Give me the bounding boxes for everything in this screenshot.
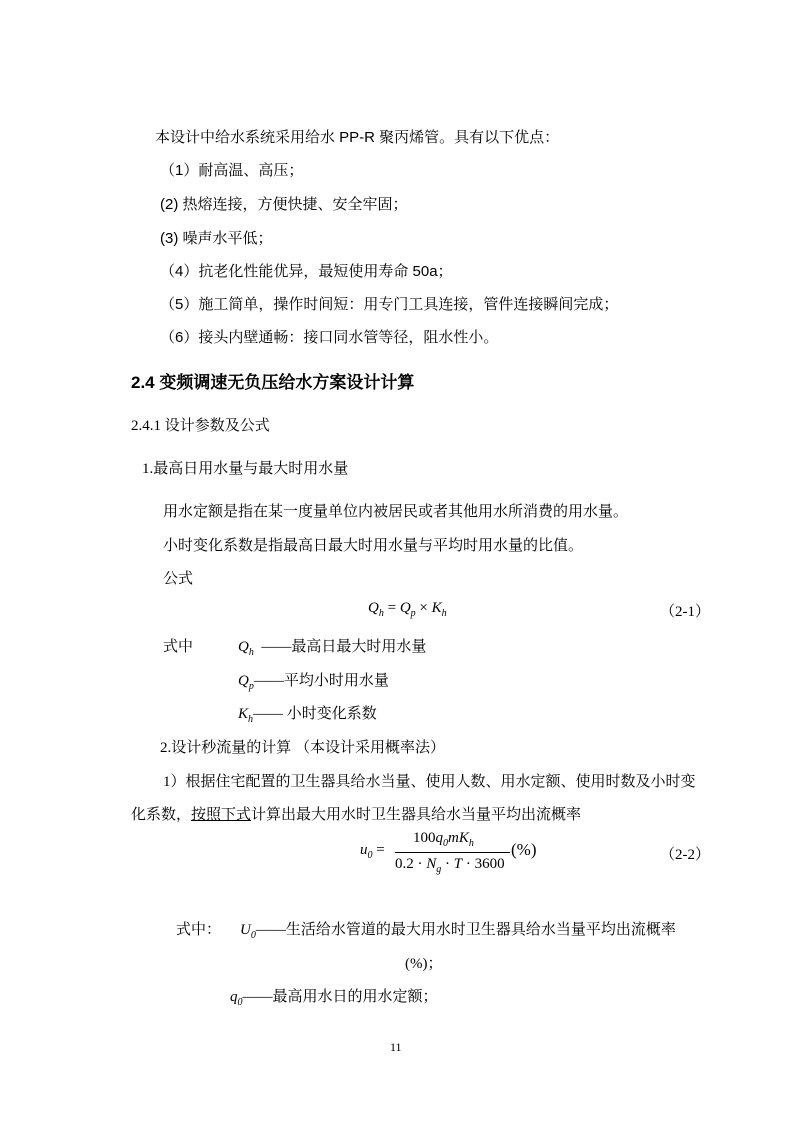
equation-2-2-number: （2-2） [660,847,710,863]
subsection-heading: 2.4.1 设计参数及公式 [131,418,270,434]
intro-paragraph: 本设计中给水系统采用给水 PP-R 聚丙烯管。具有以下优点： [155,129,560,146]
equation-2-2-percent: (%) [511,840,537,859]
advantage-item-3: (3) 噪声水平低； [160,230,273,247]
definition-u0: $U_0——$生活给水管道的最大用水时卫生器具给水当量平均出流概率 [240,922,676,941]
advantage-item-1: （1）耐高温、高压； [160,162,304,179]
coefficient-definition-paragraph: 小时变化系数是指最高日最大时用水量与平均时用水量的比值。 [163,538,584,554]
underlined-phrase: 按照下式 [191,807,252,823]
page-number: 11 [390,1040,402,1054]
advantage-item-4: （4）抗老化性能优异，最短使用寿命 50a； [160,263,453,280]
item2-heading: 2.设计秒流量的计算 （本设计采用概率法） [160,740,446,756]
fraction-denominator: $0.2 \cdot N_g \cdot T \cdot 3600$ [395,856,505,875]
advantage-item-6: （6）接头内壁通畅：接口同水管等径，阻水性小。 [160,329,499,346]
definition-qh: $Q_h$ ——最高日最大时用水量 [238,639,427,658]
where-label: 式中 [163,639,194,655]
fraction-numerator: $100q_0mK_h$ [413,830,474,849]
step1-paragraph-line2: 化系数，按照下式计算出最大用水时卫生器具给水当量平均出流概率 [131,807,582,823]
equation-2-1-number: （2-1） [660,604,710,620]
formula-label: 公式 [163,571,194,587]
item1-heading: 1.最高日用水量与最大时用水量 [142,461,349,477]
definition-u0-continued: (%)； [405,956,443,972]
definition-qp: $Q_p——$平均小时用水量 [238,673,389,692]
advantage-item-2: (2) 热熔连接，方便快捷、安全牢固； [160,196,408,213]
where2-label: 式中： [176,922,222,938]
section-heading: 2.4 变频调速无负压给水方案设计计算 [131,373,415,392]
equation-2-2-fraction [395,830,510,878]
fraction-bar [395,852,510,853]
equation-2-1: $Q_h = Q_p \times K_h$ [368,600,447,619]
advantage-item-5: （5）施工简单，操作时间短：用专门工具连接，管件连接瞬间完成； [160,296,619,313]
step1-paragraph-line1: 1）根据住宅配置的卫生器具给水当量、使用人数、用水定额、使用时数及小时变 [163,774,696,790]
quota-definition-paragraph: 用水定额是指在某一度量单位内被居民或者其他用水所消费的用水量。 [163,504,629,520]
definition-kh: $K_h——$ 小时变化系数 [238,706,377,725]
equation-2-2-lhs: $u_0$ = [360,842,385,861]
definition-q0: $q_0——$最高用水日的用水定额； [230,989,438,1008]
